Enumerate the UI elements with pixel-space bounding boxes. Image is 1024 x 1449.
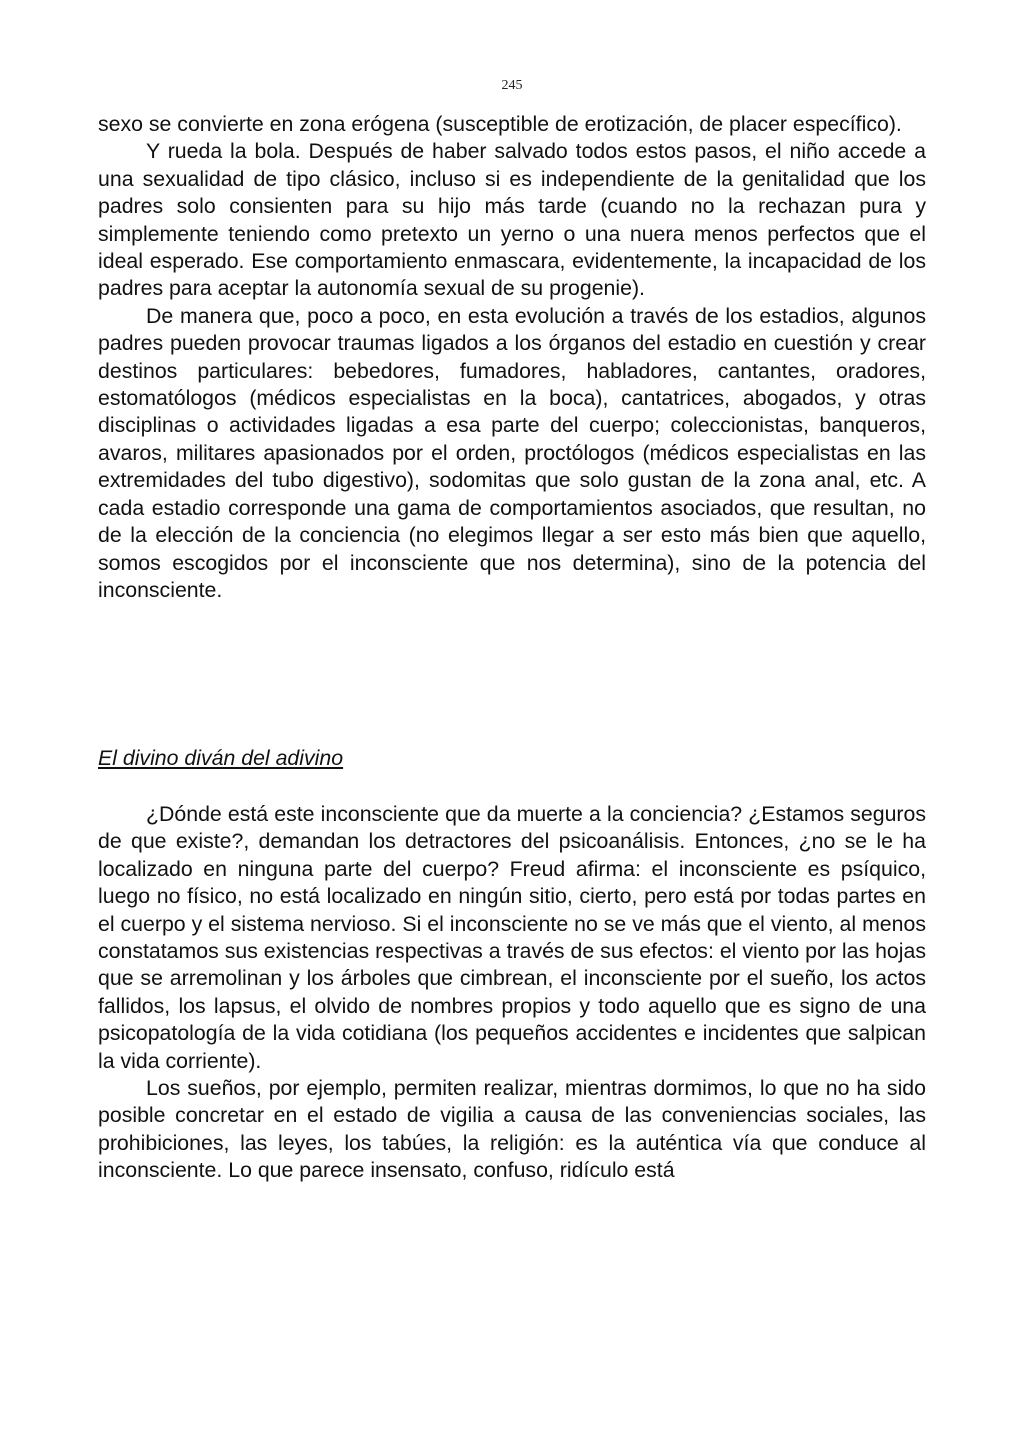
paragraph: Los sueños, por ejemplo, permiten realizar, mientras dormimos, lo que no ha sido posible concretar en el estado de vigilia a causa de las conveniencias sociales, las prohibiciones, las leyes, los tabúes, la religión: es la auténtica vía que conduce al inconsciente. Lo que parece insensato, confuso, ridículo está xyxy=(98,1076,926,1183)
paragraph-continuation: sexo se convierte en zona erógena (susceptible de erotización, de placer específico). xyxy=(98,112,902,136)
page-number: 245 xyxy=(501,78,523,93)
section-heading: El divino diván del adivino xyxy=(98,746,344,770)
paragraph: ¿Dónde está este inconsciente que da muerte a la conciencia? ¿Estamos seguros de que existe?, demandan los detractores del psicoanálisis. Entonces, ¿no se le ha localizado en ninguna parte del cuerpo? Freud afirma: el inconsciente es psíquico, luego no físico, no está localizado en ningún sitio, cierto, pero está por todas partes en el cuerpo y el sistema nervioso. Si el inconsciente no se ve más que el viento, al menos constatamos sus existencias respectivas a través de sus efectos: el viento por las hojas que se arremolinan y los árboles que cimbrean, el inconsciente por el sueño, los actos fallidos, los lapsus, el olvido de nombres propios y todo aquello que es signo de una psicopatología de la vida cotidiana (los pequeños accidentes e incidentes que salpican la vida corriente). xyxy=(98,802,926,1073)
paragraph: De manera que, poco a poco, en esta evolución a través de los estadios, algunos padres pueden provocar traumas ligados a los órganos del estadio en cuestión y crear destinos particulares: bebedores, fumadores, habladores, cantantes, oradores, estomatólogos (médicos especialistas en la boca), cantatrices, abogados, y otras disciplinas o actividades ligadas a esa parte del cuerpo; coleccionistas, banqueros, avaros, militares apasionados por el orden, proctólogos (médicos especialistas en las extremidades del tubo digestivo), sodomitas que solo gustan de la zona anal, etc. A cada estadio corresponde una gama de comportamientos asociados, que resultan, no de la elección de la conciencia (no elegimos llegar a ser esto más bien que aquello, somos escogidos por el inconsciente que nos determina), sino de la potencia del inconsciente. xyxy=(98,303,926,602)
section-body-1 xyxy=(98,111,926,604)
section-body-2 xyxy=(98,801,926,1185)
paragraph: Y rueda la bola. Después de haber salvado todos estos pasos, el niño accede a una sexualidad de tipo clásico, incluso si es independiente de la genitalidad que los padres solo consienten para su hijo más tarde (cuando no la rechazan pura y simplemente teniendo como pretexto un yerno o una nuera menos perfectos que el ideal esperado. Ese comportamiento enmascara, evidentemente, la incapacidad de los padres para aceptar la autonomía sexual de su progenie). xyxy=(98,139,926,301)
